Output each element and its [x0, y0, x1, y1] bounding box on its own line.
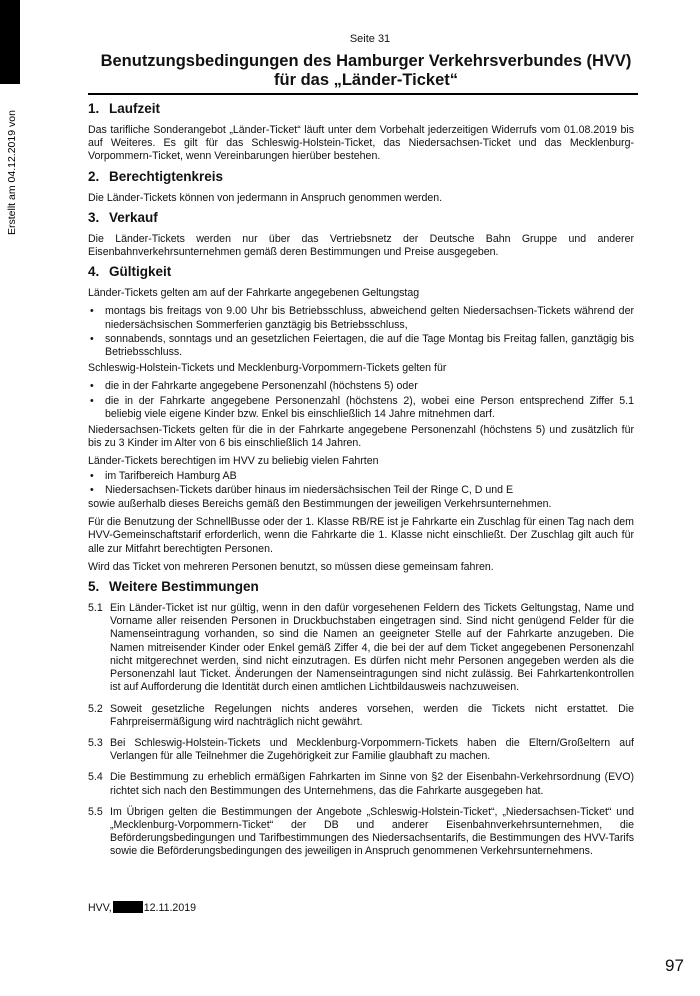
- paragraph: Länder-Tickets gelten am auf der Fahrkarte angegebenen Geltungstag: [88, 287, 420, 300]
- bullet-list: [88, 380, 634, 421]
- document-title: [96, 52, 636, 90]
- section-heading: 5. Weitere Bestimmungen: [88, 579, 259, 595]
- section-laufzeit: [88, 101, 634, 164]
- page-label: Seite 31: [349, 33, 391, 45]
- list-item: 5.5 Im Übrigen gelten die Bestimmungen der Angebote „Schleswig-Holstein-Ticket“, „Niedersachsen-Ticket“ und „Mecklenburg-Vorpommern-Ticket“ der DB und anderer Eisenbahnverkehrsunternehmen, die Beförderungsbedingungen und Tarifbestimmungen des Niedersachsentarifs, die Bestimmungen des HVV-Tarifs sowie die Beförderungsbedingungen des jeweiligen in Anspruch genommenen Verkehrsunternehmens.: [88, 805, 634, 858]
- paragraph: Für die Benutzung der SchnellBusse oder der 1. Klasse RB/RE ist je Fahrkarte ein Zuschlag für einen Tag nach dem HVV-Gemeinschaftstarif erforderlich, wenn die Fahrkarte die 1. Klasse nicht einschließt. Der Zuschlag gilt auch für alle zur Mitfahrt berechtigten Personen.: [88, 516, 634, 555]
- corner-page-number: 97: [665, 956, 684, 975]
- creation-stamp: Erstellt am 04.12.2019 von: [6, 110, 18, 235]
- footer-org: HVV,: [88, 902, 112, 914]
- paragraph: Die Länder-Tickets können von jedermann in Anspruch genommen werden.: [88, 191, 443, 204]
- title-line-2: für das „Länder-Ticket“: [274, 71, 458, 89]
- bullet-list: [88, 305, 634, 359]
- section-verkauf: [88, 210, 634, 259]
- document-body: [88, 101, 634, 867]
- section-heading: 2. Berechtigtenkreis: [88, 168, 224, 184]
- bullet-list: [88, 470, 634, 497]
- section-heading: 3. Verkauf: [88, 209, 158, 225]
- footer-date: 12.11.2019: [143, 902, 196, 914]
- paragraph: Länder-Tickets berechtigen im HVV zu beliebig vielen Fahrten: [88, 455, 379, 468]
- section-gueltigkeit: [88, 264, 634, 574]
- paragraph: Das tarifliche Sonderangebot „Länder-Ticket“ läuft unter dem Vorbehalt jederzeitigen Widerrufs vom 01.08.2019 bis auf Weiteres. Es gilt für das Schleswig-Holstein-Ticket, das Niedersachsen-Ticket und das Mecklenburg-Vorpommern-Ticket, wenn Vereinbarungen hierüber bestehen.: [88, 124, 634, 163]
- list-item: • die in der Fahrkarte angegebene Personenzahl (höchstens 2), wobei eine Person entsprechend Ziffer 5.1 beliebig viele eigene Kinder bzw. Enkel bis einschließlich 14 Jahre mitnehmen darf.: [88, 395, 634, 421]
- section-heading: 4. Gültigkeit: [88, 264, 172, 280]
- list-item: • im Tarifbereich Hamburg AB: [88, 470, 634, 483]
- list-item: 5.1 Ein Länder-Ticket ist nur gültig, wenn in den dafür vorgesehenen Feldern des Tickets Geltungstag, Name und Vorname aller reisenden Personen in Druckbuchstaben eingetragen sind. Sind nicht genügend Felder für die Namenseintragung vorhanden, so sind die Namen an geeigneter Stelle auf der Fahrkarte anzugeben. Die Namen mitreisender Kinder oder Enkel gemäß Ziffer 4, die bei der auf dem Ticket angegebenen Personenzahl nicht mitgerechnet werden, sind nicht einzutragen. Es dürfen nicht mehr Personen angegeben werden als die Personenzahl laut Ticket. Änderungen der Namenseintragungen sind nicht zulässig. Bei Fahrkartenkontrollen ist auf Aufforderung die Identität durch einen amtlichen Lichtbildausweis nachzuweisen.: [88, 602, 634, 694]
- paragraph: Niedersachsen-Tickets gelten für die in der Fahrkarte angegebene Personenzahl (höchstens 5) und zusätzlich für bis zu 3 Kinder im Alter von 6 bis einschließlich 14 Jahren.: [88, 424, 634, 450]
- title-divider: [88, 93, 638, 95]
- list-item: 5.4 Die Bestimmung zu erheblich ermäßigen Fahrkarten im Sinne von §2 der Eisenbahn-Verkehrsordnung (EVO) richtet sich nach den Bestimmungen des Unternehmens, das die Fahrkarte ausgegeben hat.: [88, 771, 634, 797]
- list-item: • montags bis freitags von 9.00 Uhr bis Betriebsschluss, abweichend gelten Niedersachsen-Tickets während der niedersächsischen Sommerferien ganztägig bis Betriebsschluss,: [88, 305, 634, 331]
- section-heading: 1. Laufzeit: [88, 101, 161, 116]
- section-weitere-bestimmungen: [88, 579, 634, 858]
- footer-signature: [88, 901, 196, 914]
- redaction-block: [113, 901, 143, 913]
- paragraph: sowie außerhalb dieses Bereichs gemäß den Bestimmungen der jeweiligen Verkehrsunternehmen.: [88, 498, 552, 511]
- paragraph: Die Länder-Tickets werden nur über das Vertriebsnetz der Deutsche Bahn Gruppe und anderer Eisenbahnverkehrsunternehmen gemäß deren Bestimmungen und Preise ausgegeben.: [88, 232, 634, 259]
- list-item: • die in der Fahrkarte angegebene Personenzahl (höchstens 5) oder: [88, 380, 634, 393]
- list-item: • sonnabends, sonntags und an gesetzlichen Feiertagen, die auf die Tage Montag bis Freitag fallen, ganztägig bis Betriebsschluss.: [88, 333, 634, 359]
- paragraph: Schleswig-Holstein-Tickets und Mecklenburg-Vorpommern-Tickets gelten für: [88, 362, 447, 375]
- list-item: 5.2 Soweit gesetzliche Regelungen nichts anderes vorsehen, werden die Tickets nicht erstattet. Die Fahrpreisermäßigung wird nachträglich nicht gewährt.: [88, 702, 634, 728]
- section-berechtigtenkreis: [88, 169, 634, 205]
- numbered-list: [88, 602, 634, 858]
- list-item: • Niedersachsen-Tickets darüber hinaus im niedersächsischen Teil der Ringe C, D und E: [88, 484, 634, 497]
- title-line-1: Benutzungsbedingungen des Hamburger Verkehrsverbundes (HVV): [100, 52, 632, 70]
- list-item: 5.3 Bei Schleswig-Holstein-Tickets und Mecklenburg-Vorpommern-Tickets haben die Eltern/Großeltern auf Verlangen für alle Teilnehmer die Zugehörigkeit zur Familie glaubhaft zu machen.: [88, 736, 634, 763]
- paragraph: Wird das Ticket von mehreren Personen benutzt, so müssen diese gemeinsam fahren.: [88, 560, 494, 573]
